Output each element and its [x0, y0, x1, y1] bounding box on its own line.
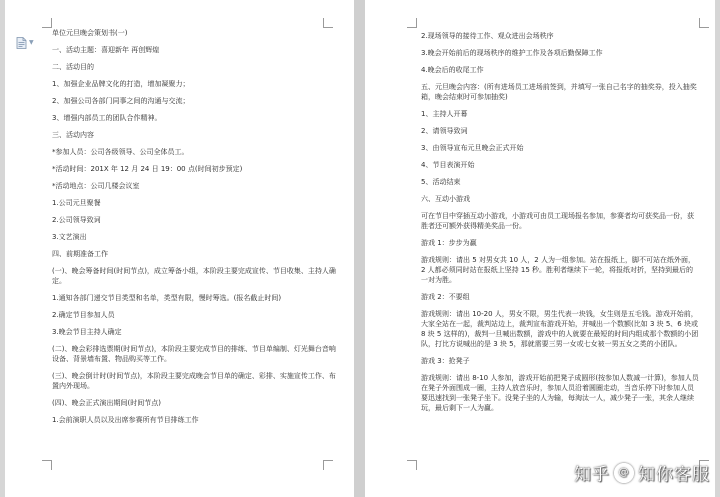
text-line: 二、活动目的 [52, 63, 94, 71]
text-line: 4.晚会后的收尾工作 [421, 66, 484, 74]
text-line: 5、活动结束 [421, 178, 461, 186]
document-icon[interactable] [16, 37, 27, 49]
text-line: 3、由领导宣布元旦晚会正式开始 [421, 144, 524, 152]
text-line: (二)、晚会彩排选票期(时间节点)，本阶段主要完成节目的排练、节目单编制、灯光舞台音响设备、背景墙布置、物品购买等工作。 [52, 345, 336, 363]
at-icon: @ [614, 463, 634, 483]
text-line: 三、活动内容 [52, 131, 94, 139]
text-line: 四、前期准备工作 [52, 250, 108, 258]
watermark-author: 知你客服 [638, 465, 710, 485]
page-corner-mark [699, 18, 709, 28]
page-corner-mark [407, 18, 417, 28]
text-line: 3、增强内部员工的团队合作精神。 [52, 114, 162, 122]
page-corner-mark [42, 460, 52, 470]
text-line: 1.通知各部门递交节目类型和名单，类型有限，慢时筹选。(报名截止时间) [52, 294, 282, 302]
page-gutter [354, 0, 365, 497]
text-line: 游戏 3：抢凳子 [421, 357, 470, 365]
text-line: 五、元旦晚会内容：(所有进场员工进场前签到，并填写一张自己名字的抽奖券，投入抽奖箱，晚会结束时可参加抽奖) [421, 83, 697, 101]
text-line: (一)、晚会筹备时间(时间节点)，成立筹备小组，本阶段主要完成宣传、节目收集、主持人确定。 [52, 267, 336, 285]
text-line: 2.现场领导的接待工作、观众进出会场秩序 [421, 32, 554, 40]
document-page-right [365, 0, 715, 497]
page-corner-mark [323, 460, 333, 470]
chevron-down-icon[interactable]: ▼ [29, 39, 34, 46]
text-line: 游戏规则：请出 5 对男女共 10 人，2 人为一组参加。站在报纸上，脚不可站在纸外面，2 人都必须同时站在报纸上坚持 15 秒。胜利者继续下一轮，将报纸对折，坚持到最后的一对为胜。 [421, 256, 695, 284]
text-line: (三)、晚会倒计时(时间节点)，本阶段主要完成晚会节目单的确定、彩排、实施宣传工作、布置内外现场。 [52, 372, 336, 390]
watermark-site: 知乎 [574, 465, 610, 485]
page-corner-mark [323, 18, 333, 28]
text-line: 可在节目中穿插互动小游戏，小游戏可由员工现场报名参加，参赛者均可获奖品一份，获胜者还可额外获得精美奖品一份。 [421, 212, 694, 230]
text-line: 2.确定节目参加人员 [52, 311, 115, 319]
text-line: 1、主持人开幕 [421, 110, 468, 118]
text-line: *参加人员：公司各级领导、公司全体员工。 [52, 148, 189, 156]
text-line: (四)、晚会正式演出期间(时间节点) [52, 399, 161, 407]
text-line: 3.晚会开始前后的现场秩序的维护工作及各项后勤保障工作 [421, 49, 603, 57]
text-line: 一、活动主题：喜迎新年 再创辉煌 [52, 46, 160, 54]
watermark [574, 460, 710, 485]
text-line: 2、请领导致词 [421, 127, 468, 135]
text-line: 1、加强企业品牌文化的打造，增加凝聚力； [52, 80, 190, 88]
page-corner-mark [407, 460, 417, 470]
page-corner-mark [42, 18, 52, 28]
text-line: *活动地点：公司几楼会议室 [52, 182, 140, 190]
text-line: *活动时间：201X 年 12 月 24 日 19：00 点(时间初步预定) [52, 165, 243, 173]
text-line: 游戏规则：请出 10-20 人，男女不限，男生代表一块钱，女生则是五毛钱。游戏开始前，大家全站在一起，裁判站边上，裁判宣布游戏开始，并喊出一个数额(比如 3 块 5、6 块或 8 块 5 这样的)，裁判一旦喊出数额，游戏中的人就要在最短的时间内组成那个数额的小团队，打比方说喊出的是 3 块 5，那就需要三男一女或七女被一男五女之类的小团队。 [421, 310, 699, 348]
left-page-text [52, 28, 337, 432]
text-line: 2、加强公司各部门同事之间的沟通与交流； [52, 97, 190, 105]
text-line: 游戏 2：不要组 [421, 293, 470, 301]
text-line: 六、互动小游戏 [421, 195, 470, 203]
text-line: 3.晚会节目主持人确定 [52, 328, 122, 336]
document-page-left [5, 0, 354, 497]
text-line: 3.文艺演出 [52, 233, 87, 241]
text-line: 4、节目表演开始 [421, 161, 475, 169]
text-line: 2.公司领导致词 [52, 216, 101, 224]
text-line: 游戏 1：步步为赢 [421, 239, 477, 247]
text-line: 1.公司元旦聚餐 [52, 199, 101, 207]
text-line: 单位元旦晚会策划书(一) [52, 29, 128, 37]
text-line: 1.会前演职人员以及出席参赛所有节目排练工作 [52, 416, 199, 424]
right-page-text [421, 31, 699, 420]
text-line: 游戏规则：请出 8-10 人参加，游戏开始前把凳子成圆形(按参加人数减一计算)，参加人员在凳子外面围成一圈，主持人放音乐时，参加人员沿着圆圈走动，当音乐停下时参加人员要迅速找到一张凳子坐下。没凳子坐的人为输，每淘汰一人，减少凳子一张，其余人继续玩，最后剩下一人为赢。 [421, 374, 699, 412]
